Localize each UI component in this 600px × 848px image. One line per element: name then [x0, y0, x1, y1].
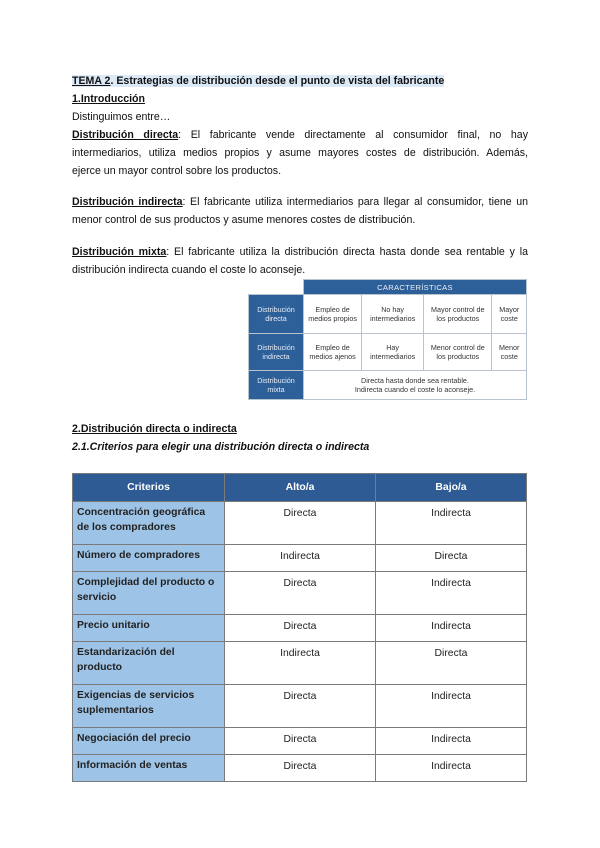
mixta-term: Distribución mixta: [72, 246, 167, 258]
section2-heading: 2.Distribución directa o indirecta: [72, 423, 237, 435]
table-row: [73, 545, 527, 572]
cell: No hay intermediarios: [362, 295, 424, 334]
alto-cell: Directa: [225, 615, 376, 642]
table-row: [73, 502, 527, 545]
row-label: Distribución directa: [249, 295, 304, 334]
criterio-cell: Exigencias de servicios suplementarios: [73, 685, 225, 728]
directa-paragraph-line1: [72, 126, 528, 144]
criterio-cell: Concentración geográfica de los compradores: [73, 502, 225, 545]
cell: Empleo de medios propios: [304, 295, 362, 334]
merged-line-2: Indirecta cuando el coste lo aconseje.: [354, 385, 476, 394]
row-label: Distribución mixta: [249, 371, 304, 400]
alto-cell: Indirecta: [225, 545, 376, 572]
alto-cell: Directa: [225, 572, 376, 615]
indirecta-text-1: : El fabricante utiliza intermediarios para llegar al consumidor, tiene un: [182, 196, 528, 208]
indirecta-term: Distribución indirecta: [72, 196, 183, 208]
table-row: [73, 685, 527, 728]
bajo-cell: Indirecta: [376, 728, 527, 755]
indirecta-text-2: menor control de sus productos y asume menores costes de distribución.: [72, 214, 416, 226]
header-criterios: Criterios: [73, 474, 225, 502]
indirecta-paragraph-line1: [72, 193, 528, 211]
alto-cell: Directa: [225, 755, 376, 782]
characteristics-corner: [249, 280, 304, 295]
merged-cell: [304, 371, 527, 400]
mixta-text-1: : El fabricante utiliza la distribución directa hasta donde sea rentable y la: [166, 246, 528, 258]
directa-text-1: : El fabricante vende directamente al consumidor final, no hay: [178, 129, 528, 141]
row-label: Distribución indirecta: [249, 334, 304, 371]
alto-cell: Directa: [225, 502, 376, 545]
criterio-cell: Negociación del precio: [73, 728, 225, 755]
characteristics-row-directa: [249, 295, 527, 334]
mixta-text-2: distribución indirecta cuando el coste lo aconseje.: [72, 264, 306, 276]
document-title: [72, 72, 528, 90]
criterio-cell: Estandarización del producto: [73, 642, 225, 685]
characteristics-row-mixta: [249, 371, 527, 400]
header-alto: Alto/a: [225, 474, 376, 502]
characteristics-row-indirecta: [249, 334, 527, 371]
directa-term: Distribución directa: [72, 129, 179, 141]
intro-heading: 1.Introducción: [72, 93, 145, 105]
bajo-cell: Indirecta: [376, 685, 527, 728]
table-row: [73, 642, 527, 685]
bajo-cell: Indirecta: [376, 755, 527, 782]
bajo-cell: Indirecta: [376, 502, 527, 545]
directa-text-2: intermediarios, utiliza medios propios y asume mayores costes de distribución. Además,: [72, 147, 528, 159]
cell: Menor coste: [492, 334, 527, 371]
bajo-cell: Indirecta: [376, 572, 527, 615]
criterio-cell: Precio unitario: [73, 615, 225, 642]
bajo-cell: Indirecta: [376, 615, 527, 642]
intro-line: Distinguimos entre…: [72, 111, 171, 123]
bajo-cell: Directa: [376, 642, 527, 685]
title-text: . Estrategias de distribución desde el punto de vista del fabricante: [110, 75, 445, 87]
directa-text-3: ejerce un mayor control sobre los productos.: [72, 165, 282, 177]
table-row: [73, 572, 527, 615]
mixta-paragraph-line1: [72, 243, 528, 261]
cell: Mayor control de los productos: [424, 295, 492, 334]
characteristics-header: CARACTERÍSTICAS: [304, 280, 527, 295]
criteria-table: [72, 473, 527, 782]
merged-line-1: Directa hasta donde sea rentable.: [361, 376, 469, 385]
section21-heading: 2.1.Criterios para elegir una distribución directa o indirecta: [72, 441, 370, 453]
alto-cell: Indirecta: [225, 642, 376, 685]
criterio-cell: Número de compradores: [73, 545, 225, 572]
criterio-cell: Información de ventas: [73, 755, 225, 782]
table-row: [73, 728, 527, 755]
title-topic: TEMA 2: [72, 75, 111, 87]
cell: Mayor coste: [492, 295, 527, 334]
criteria-header-row: [73, 474, 527, 502]
alto-cell: Directa: [225, 728, 376, 755]
table-row: [73, 755, 527, 782]
criterio-cell: Complejidad del producto o servicio: [73, 572, 225, 615]
alto-cell: Directa: [225, 685, 376, 728]
cell: Hay intermediarios: [362, 334, 424, 371]
header-bajo: Bajo/a: [376, 474, 527, 502]
cell: Menor control de los productos: [424, 334, 492, 371]
cell: Empleo de medios ajenos: [304, 334, 362, 371]
table-row: [73, 615, 527, 642]
characteristics-table: [248, 279, 527, 400]
bajo-cell: Directa: [376, 545, 527, 572]
